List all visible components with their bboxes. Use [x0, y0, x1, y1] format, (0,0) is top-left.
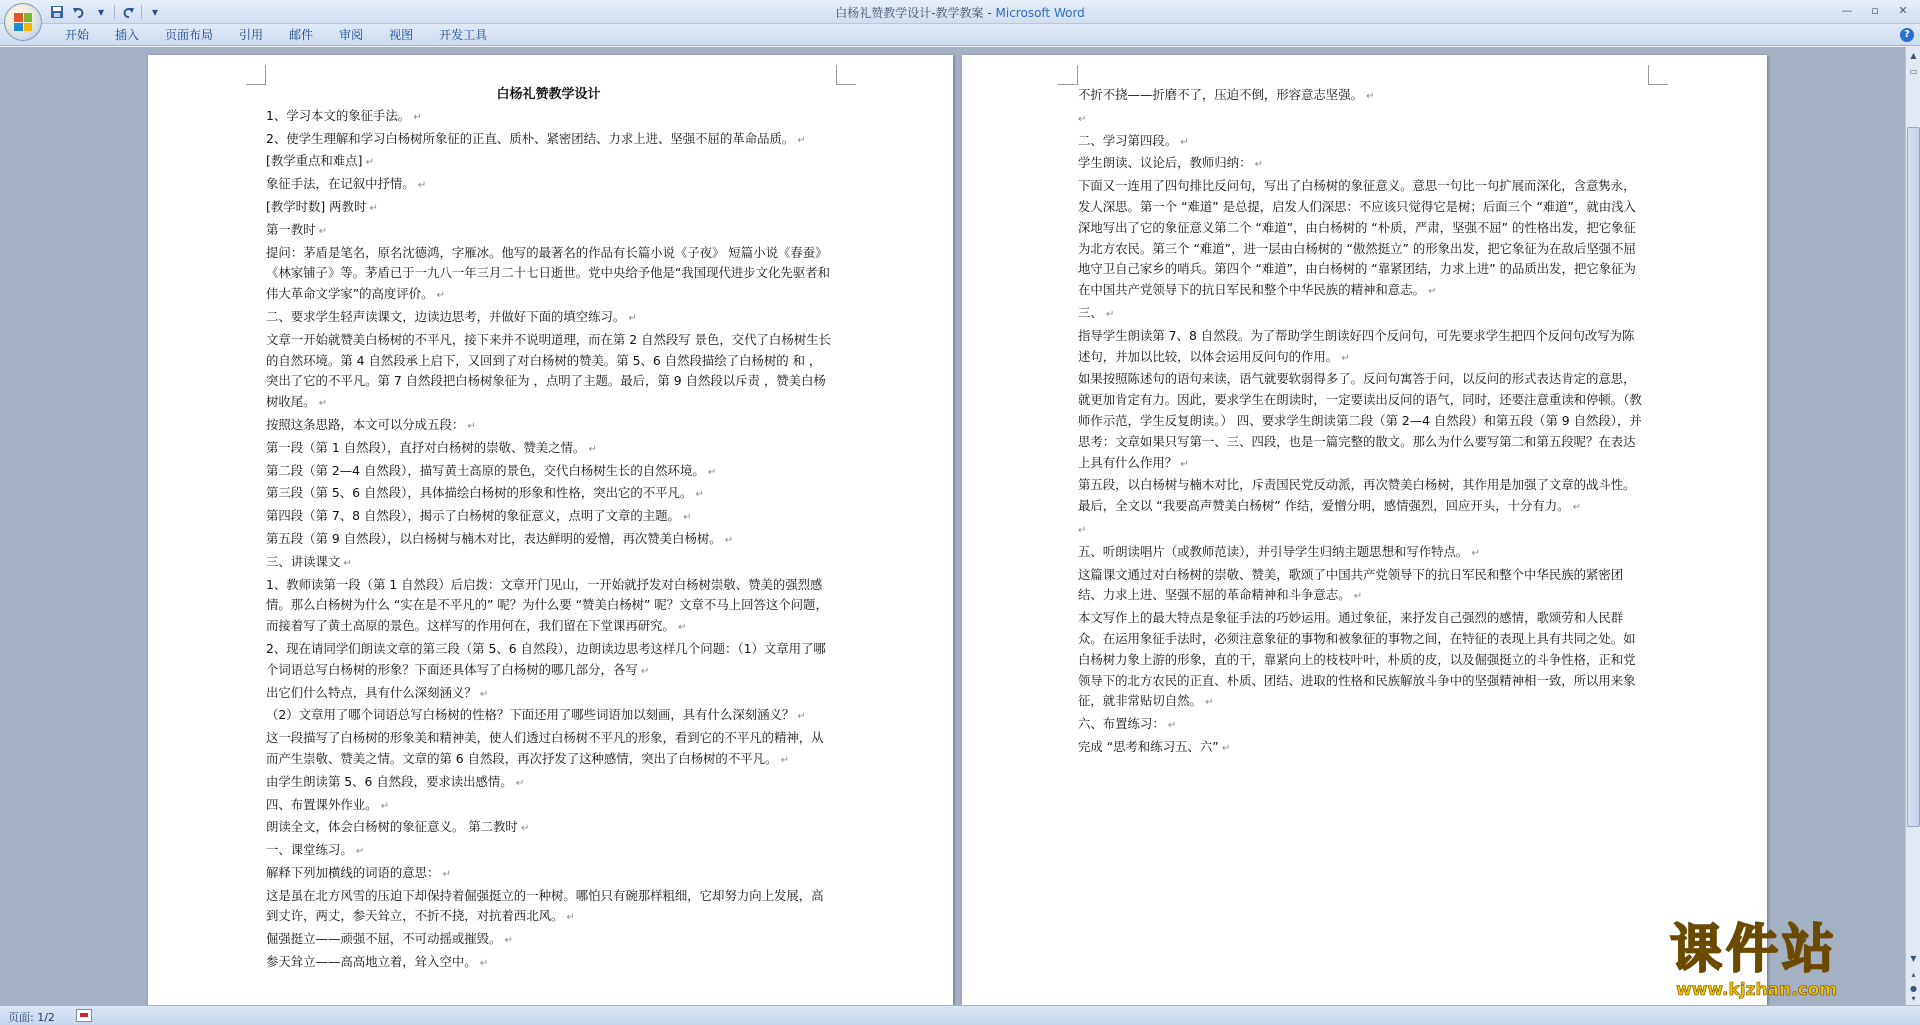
paragraph [266, 129, 831, 152]
paragraph-text: 文章一开始就赞美白杨树的不平凡，接下来并不说明道理，而在第 2 自然段写 景色，交代了白杨树生长的自然环境。第 4 自然段承上启下，又回到了对白杨树的赞美。第 5、6 自然段描绘了白杨树的 和 ，突出了它的不平凡。第 7 自然段把白杨树象征为 ，点明了主题。最后，第 9 自然段以斥责 ，赞美白杨树收尾。 [266, 331, 831, 410]
paragraph-mark-icon: ↵ [563, 912, 575, 924]
paragraph-text: 2、现在请同学们朗读文章的第三段（第 5、6 自然段），边朗读边思考这样几个问题：（1）文章用了哪个词语总写白杨树的形象？下面还具体写了白杨树的哪几部分，各写 [266, 640, 826, 677]
paragraph-mark-icon: ↵ [512, 777, 525, 789]
paragraph [266, 197, 831, 220]
paragraph-mark-icon: ↵ [625, 312, 637, 324]
spelling-check-icon[interactable] [76, 1009, 92, 1022]
paragraph-text: 六、布置练习： [1078, 716, 1165, 732]
paragraph-text: 按照这条思路，本文可以分成五段： [266, 416, 465, 432]
paragraph-mark-icon: ↵ [585, 443, 597, 455]
paragraph-mark-icon: ↵ [501, 935, 513, 947]
paragraph [266, 728, 831, 772]
paragraph-text: 提问：茅盾是笔名，原名沈德鸿，字雁冰。他写的最著名的作品有长篇小说《子夜》 短篇小说《春蚕》《林家铺子》等。茅盾已于一九八一年三月二十七日逝世。党中央给予他是“我国现代进步文化先驱者和伟大革命文学家”的高度评价。 [266, 244, 830, 302]
paragraph [1078, 542, 1643, 565]
paragraph-text: 第二段（第 2—4 自然段），描写黄土高原的景色，交代白杨树生长的自然环境。 [266, 462, 705, 478]
status-bar [0, 1005, 1920, 1025]
paragraph [1078, 369, 1643, 475]
paragraph [266, 220, 831, 243]
paragraph-mark-icon: ↵ [777, 754, 789, 766]
paragraph-text: （2）文章用了哪个词语总写白杨树的性格？下面还用了哪些词语加以刻画，具有什么深刻涵义？ [266, 707, 795, 723]
page-2-paragraphs [1078, 85, 1643, 760]
paragraph-text: 一、课堂练习。 [266, 842, 353, 858]
paragraph [266, 552, 831, 575]
document-heading: 白杨礼赞教学设计 [496, 87, 601, 102]
document-page-1[interactable] [148, 55, 953, 1005]
tab-insert[interactable]: 插入 [115, 28, 140, 42]
window-title: 白杨礼赞教学设计-教学教案 - Microsoft Word [835, 6, 1085, 20]
paragraph-text: 二、要求学生轻声读课文，边读边思考，并做好下面的填空练习。 [266, 308, 626, 324]
paragraph-text: [教学时数] 两教时 [266, 198, 367, 214]
paragraph-text: 象征手法，在记叙中抒情。 [266, 176, 415, 192]
paragraph [266, 795, 831, 818]
paragraph [1078, 565, 1643, 609]
watermark-text: 课件站 [1670, 920, 1839, 980]
paragraph [1078, 85, 1643, 108]
paragraph [1078, 714, 1643, 737]
page-1-paragraphs [266, 106, 831, 975]
tab-view[interactable]: 视图 [389, 28, 414, 42]
paragraph-mark-icon: ↵ [1424, 286, 1437, 298]
paragraph [1078, 153, 1643, 176]
paragraph-mark-icon: ↵ [674, 622, 687, 634]
minimize-icon[interactable]: — [1841, 3, 1853, 17]
paragraph-text: 这是虽在北方风雪的压迫下却保持着倔强挺立的一种树。哪怕只有碗那样粗细，它却努力向上发展，高到丈许，两丈，参天耸立，不折不挠，对抗着西北风。 [266, 887, 824, 924]
paragraph-mark-icon: ↵ [439, 868, 452, 880]
paragraph-text: 指导学生朗读第 7、8 自然段。为了帮助学生朗读好四个反问句，可先要求学生把四个反问句改写为陈述句，并加以比较，以体会运用反问句的作用。 [1078, 327, 1635, 364]
paragraph [266, 772, 831, 795]
paragraph-mark-icon: ↵ [1078, 524, 1087, 536]
paragraph [266, 817, 831, 840]
paragraph-text: 这篇课文通过对白杨树的崇敬、赞美，歌颂了中国共产党领导下的抗日军民和整个中华民族的紧密团结、力求上进、坚强不屈的革命精神和斗争意志。 [1078, 566, 1624, 603]
paragraph-text: 参天耸立——高高地立着，耸入空中。 [266, 954, 477, 970]
paragraph-text: 五、听朗读唱片（或教师范读），并引导学生归纳主题思想和写作特点。 [1078, 543, 1469, 559]
paragraph-mark-icon: ↵ [679, 512, 692, 524]
next-page-icon[interactable]: ▾ [1911, 994, 1916, 1003]
paragraph-mark-icon: ↵ [1218, 742, 1231, 754]
scrollbar-thumb[interactable] [1907, 127, 1920, 827]
paragraph-mark-icon: ↵ [1177, 458, 1189, 470]
paragraph-text: 朗读全文，体会白杨树的象征意义。 第二教时 [266, 819, 518, 835]
paragraph [1078, 326, 1643, 370]
paragraph-mark-icon: ↵ [1251, 159, 1264, 171]
app-name: Microsoft Word [995, 6, 1085, 20]
office-logo-icon [14, 13, 32, 31]
paragraph [266, 506, 831, 529]
paragraph-text: 三、讲读课文 [266, 553, 341, 569]
paragraph-mark-icon: ↵ [362, 157, 374, 169]
paragraph-mark-icon: ↵ [1468, 547, 1480, 559]
browse-object-icon[interactable]: ● [1910, 984, 1917, 993]
margin-corner-mark [836, 65, 856, 85]
paragraph-mark-icon: ↵ [315, 398, 328, 410]
tab-review[interactable]: 审阅 [339, 28, 364, 42]
paragraph [1078, 608, 1643, 714]
paragraph [266, 639, 831, 683]
paragraph [266, 243, 831, 307]
vertical-scrollbar[interactable] [1905, 47, 1920, 1005]
paragraph-text: 三、 [1078, 304, 1103, 320]
paragraph-text: 出它们什么特点，具有什么深刻涵义？ [266, 684, 477, 700]
paragraph-text: 由学生朗读第 5、6 自然段，要求读出感情。 [266, 773, 513, 789]
tab-developer[interactable]: 开发工具 [439, 28, 488, 42]
paragraph-mark-icon: ↵ [1102, 308, 1115, 320]
paragraph-mark-icon: ↵ [517, 823, 530, 835]
paragraph [1078, 131, 1643, 154]
paragraph-text: 第五段（第 9 自然段），以白杨树与楠木对比，表达鲜明的爱憎，再次赞美白杨树。 [266, 530, 722, 546]
paragraph [266, 529, 831, 552]
paragraph-mark-icon: ↵ [1350, 591, 1363, 603]
paragraph-mark-icon: ↵ [704, 466, 717, 478]
paragraph [266, 461, 831, 484]
paragraph-mark-icon: ↵ [433, 290, 446, 302]
paragraph [266, 840, 831, 863]
ribbon-tab-bar [0, 24, 1920, 46]
paragraph [266, 307, 831, 330]
page-1-text[interactable] [266, 85, 831, 975]
paragraph [266, 415, 831, 438]
help-icon[interactable]: ? [1900, 28, 1914, 42]
paragraph-text: 第一段（第 1 自然段），直抒对白杨树的崇敬、赞美之情。 [266, 439, 586, 455]
tab-page-layout[interactable]: 页面布局 [165, 28, 214, 42]
paragraph-text: 四、布置课外作业。 [266, 796, 378, 812]
paragraph [1078, 519, 1643, 542]
paragraph-text: 1、学习本文的象征手法。 [266, 107, 411, 123]
paragraph-mark-icon: ↵ [476, 958, 489, 970]
paragraph-text: 2、使学生理解和学习白杨树所象征的正直、质朴、紧密团结、力求上进、坚强不屈的革命品质。 [266, 130, 795, 146]
paragraph-mark-icon: ↵ [377, 800, 390, 812]
paragraph-mark-icon: ↵ [794, 711, 806, 723]
paragraph-text: 如果按照陈述句的语句来读，语气就要软弱得多了。反问句寓答于问，以反问的形式表达肯定的意思，就更加肯定有力。因此，要求学生在朗读时，一定要读出反问的语气，同时，还要注意重读和停顿。（教师作示范，学生反复朗读。） 四、要求学生朗读第二段（第 2—4 自然段）和第五段（第 9 自然段），并思考：文章如果只写第一、三、四段，也是一篇完整的散文。那么为什么要写第二和第五段呢？在表达上具有什么作用？ [1078, 371, 1642, 470]
paragraph [266, 575, 831, 639]
margin-corner-mark [1648, 65, 1668, 85]
paragraph-mark-icon: ↵ [1177, 136, 1189, 148]
tab-mailings[interactable]: 邮件 [289, 28, 314, 42]
paragraph-mark-icon: ↵ [1362, 91, 1375, 102]
paragraph-text: 本文写作上的最大特点是象征手法的巧妙运用。通过象征，来抒发自己强烈的感情，歌颂劳和人民群众。在运用象征手法时，必须注意象征的事物和被象征的事物之间，在特征的表现上具有共同之处。如白杨树力象上游的形象，直的干，靠紧向上的枝枝叶叶，朴质的皮，以及倔强挺立的斗争性格，正和党领导下的北方农民的正直、朴质、团结、进取的性格和民族解放斗争中的坚强精神相一致，所以用来象征，就非常贴切自然。 [1078, 610, 1636, 709]
tab-home[interactable]: 开始 [65, 28, 90, 42]
paragraph [266, 330, 831, 415]
paragraph-text: 不折不挠——折磨不了，压迫不倒，形容意志坚强。 [1078, 87, 1363, 102]
page-count[interactable]: 页面: 1/2 [8, 1011, 55, 1024]
paragraph-mark-icon: ↵ [476, 688, 489, 700]
previous-page-icon[interactable]: ▴ [1911, 970, 1916, 979]
paragraph [266, 886, 831, 930]
paragraph [266, 929, 831, 952]
paragraph-mark-icon: ↵ [1201, 697, 1214, 709]
paragraph [266, 483, 831, 506]
paragraph-text: 解释下列加横线的词语的意思： [266, 864, 440, 880]
tab-references[interactable]: 引用 [239, 28, 264, 42]
paragraph [266, 151, 831, 174]
page-2-text[interactable] [1078, 85, 1643, 760]
paragraph-mark-icon: ↵ [464, 420, 476, 432]
paragraph-text: 第四段（第 7、8 自然段），揭示了白杨树的象征意义，点明了文章的主题。 [266, 508, 680, 524]
paragraph-mark-icon: ↵ [1338, 352, 1350, 364]
paragraph-mark-icon: ↵ [1569, 502, 1582, 514]
margin-corner-mark [1058, 65, 1078, 85]
document-title: 白杨礼赞教学设计-教学教案 [835, 6, 984, 20]
paragraph-text: 完成 “思考和练习五、六” [1078, 738, 1219, 754]
paragraph-mark-icon: ↵ [1164, 720, 1177, 732]
paragraph-text: 这一段描写了白杨树的形象美和精神美，使人们透过白杨树不平凡的形象，看到它的不平凡的精神，从而产生崇敬、赞美之情。文章的第 6 自然段，再次抒发了这种感情，突出了白杨树的不平凡。 [266, 730, 824, 766]
paragraph [1078, 737, 1643, 760]
paragraph-mark-icon: ↵ [692, 489, 704, 501]
ruler-toggle-icon[interactable]: ▭ [1909, 67, 1918, 76]
paragraph-text: 下面又一连用了四句排比反问句，写出了白杨树的象征意义。意思一句比一句扩展而深化，含意隽永，发人深思。第一个 “难道” 是总提，启发人们深思：不应该只觉得它是树；后面三个 “难道”，就由浅入深地写出了它的象征意义第二个 “难道”，由白杨树的 “朴质，严肃，坚强不屈” 的性格出发，把它象征为北方农民。第三个 “难道”，进一层由白杨树的 “傲然挺立” 的形象出发，把它象征为在敌后坚强不屈地守卫自己家乡的哨兵。第四个 “难道”，由白杨树的 “靠紧团结，力求上进” 的品质出发，把它象征为在中国共产党领导下的抗日军民和整个中华民族的精神和意志。 [1078, 178, 1636, 298]
scroll-down-icon[interactable]: ▼ [1910, 954, 1917, 963]
paragraph-text: 第三段（第 5、6 自然段），具体描绘白杨树的形象和性格，突出它的不平凡。 [266, 485, 693, 501]
paragraph [266, 106, 831, 129]
paragraph [1078, 475, 1643, 519]
office-button[interactable] [4, 3, 42, 41]
paragraph [1078, 176, 1643, 303]
document-page-2[interactable] [962, 55, 1767, 1005]
paragraph [1078, 108, 1643, 131]
ribbon-tabs [52, 24, 500, 46]
paragraph-text: [教学重点和难点] [266, 153, 363, 169]
paragraph-text: 学生朗读、议论后，教师归纳： [1078, 155, 1252, 171]
paragraph-text: 倔强挺立——顽强不屈，不可动摇或摧毁。 [266, 931, 502, 947]
paragraph-mark-icon: ↵ [794, 134, 806, 146]
document-workspace [0, 47, 1905, 1005]
title-bar [0, 0, 1920, 24]
paragraph [266, 174, 831, 197]
paragraph-mark-icon: ↵ [340, 557, 352, 569]
customize-toolbar-icon[interactable]: ▾ [151, 5, 159, 19]
paragraph-mark-icon: ↵ [410, 111, 422, 123]
paragraph-mark-icon: ↵ [366, 202, 378, 214]
paragraph [266, 438, 831, 461]
margin-corner-mark [246, 65, 266, 85]
paragraph-mark-icon: ↵ [1078, 113, 1087, 125]
window-controls [1834, 2, 1916, 18]
paragraph [266, 952, 831, 975]
paragraph-mark-icon: ↵ [637, 665, 650, 677]
paragraph-mark-icon: ↵ [414, 180, 427, 192]
paragraph-mark-icon: ↵ [721, 534, 734, 546]
chevron-down-icon[interactable]: ▾ [97, 5, 105, 19]
paragraph-text: 第一教时 [266, 221, 316, 237]
paragraph-text: 1、教师读第一段（第 1 自然段）后启拨：文章开门见山，一开始就抒发对白杨树崇敬、赞美的强烈感情。那么白杨树为什么 “实在是不平凡的” 呢？为什么要 “赞美白杨树” 呢？文章不马上回答这个问题，而接着写了黄土高原的景色。这样写的作用何在，我们留在下堂课再研究。 [266, 576, 828, 634]
paragraph-text: 第五段，以白杨树与楠木对比，斥责国民党反动派，再次赞美白杨树，其作用是加强了文章的战斗性。最后，全文以 “我要高声赞美白杨树” 作结，爱憎分明，感情强烈，回应开头，十分有力。 [1078, 477, 1636, 514]
close-icon[interactable]: ✕ [1898, 3, 1908, 17]
paragraph [1078, 303, 1643, 326]
watermark-url: www.kjzhan.com [1676, 980, 1838, 1000]
maximize-icon[interactable]: ▫ [1871, 3, 1879, 17]
scroll-up-icon[interactable]: ▲ [1910, 51, 1917, 60]
paragraph-mark-icon: ↵ [315, 225, 328, 237]
paragraph [266, 683, 831, 706]
paragraph-mark-icon: ↵ [352, 846, 365, 858]
paragraph [266, 863, 831, 886]
paragraph-text: 二、学习第四段。 [1078, 132, 1178, 148]
paragraph [266, 705, 831, 728]
watermark-logo [1670, 922, 1910, 1002]
